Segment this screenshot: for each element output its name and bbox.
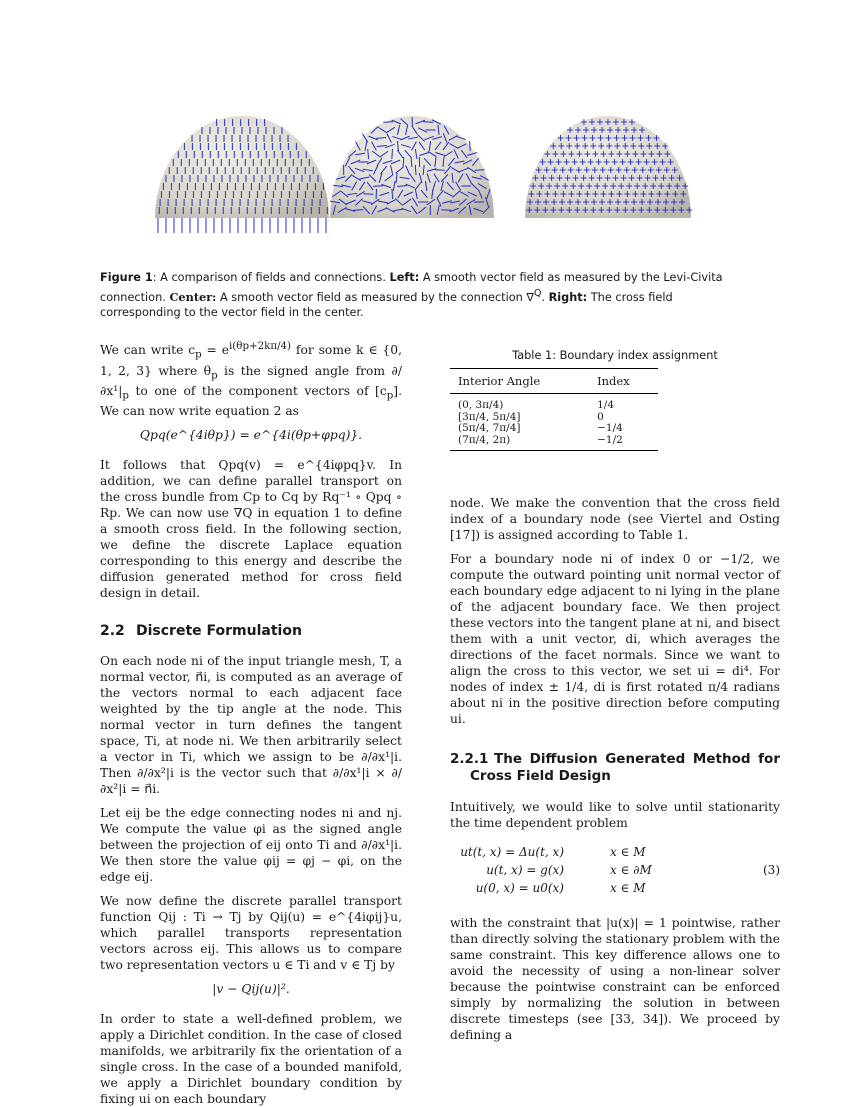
paragraph-cp: We can write $c_p = e^{i(\theta p+2k\pi/4)}$ for some k ∈ {0, 1, 2, 3} where $\theta_p$ is the signed angle from $\partial/\partial x^1|_p$ to one of the component vectors of $[c_p]$. We can now write equation 2 as <box>100 338 402 419</box>
section-heading <box>100 623 402 639</box>
subsection-title: The Diffusion Generated Method for Cross Field Design <box>470 751 780 784</box>
figure-caption: Figure 1: A comparison of fields and connections. Left: A smooth vector field as measured by the Levi-Civita connection. Center: A smooth vector field as measured by the connection ∇$^Q$. Right: The cross field corresponding to the vector field in the center. <box>100 270 755 320</box>
caption-right-text: The cross field corresponding to the vector field in the center. <box>100 290 673 319</box>
paragraph-boundary-node: For a boundary node ni of index 0 or −1/2, we compute the outward pointing unit normal vector of each boundary edge adjacent to ni lying in the plane of the adjacent boundary face. We then project these vectors into the tangent plane at ni, and bisect them with a unit vector, di, which averages the directions of the facet normals. Since we want to align the cross to this vector, we set ui = di⁴. For nodes of index ± 1/4, di is first rotated π/4 radians about ni in the positive direction before computing ui. <box>450 551 780 727</box>
right-column <box>450 340 780 1043</box>
table-caption <box>450 348 780 364</box>
subsection-heading <box>450 751 780 785</box>
boundary-index-table <box>450 368 658 451</box>
table-header-angle: Interior Angle <box>450 369 589 394</box>
figure-label: Figure 1 <box>100 271 153 284</box>
table-row: (0, 3π/4) 1/4 <box>450 394 658 412</box>
left-column <box>100 338 402 1107</box>
table-header-index: Index <box>589 369 658 394</box>
paragraph-intuition: Intuitively, we would like to solve until stationarity the time dependent problem <box>450 799 780 831</box>
hemisphere-center <box>330 116 494 218</box>
caption-left-text: A smooth vector field as measured by the Levi-Civita connection. <box>100 271 723 303</box>
hemisphere-right <box>525 116 692 218</box>
hemisphere-left <box>155 116 329 233</box>
caption-right-label: Right: <box>549 290 588 303</box>
caption-center-sup: Q <box>534 288 541 299</box>
table-row: [3π/4, 5π/4] 0 <box>450 412 658 424</box>
paragraph-edge: Let eij be the edge connecting nodes ni and nj. We compute the value φi as the signed angle between the projection of eij onto Ti and ∂/∂x¹|i. We then store the value φij = φj − φi, on the edge eij. <box>100 805 402 885</box>
caption-center-label: Center: <box>169 289 216 303</box>
equation-system: ut(t, x) = Δu(t, x) x ∈ M u(t, x) = g(x) x ∈ ∂M (3) u(0, x) = u0(x) x ∈ M <box>450 843 780 897</box>
paragraph-parallel-transport: We now define the discrete parallel transport function Qij : Ti → Tj by Qij(u) = e^{4iφij}u, which parallel transports representation vectors across eij. This allows us to compare two representation vectors u ∈ Ti and v ∈ Tj by <box>100 893 402 973</box>
caption-left-label: Left: <box>390 271 420 284</box>
figure-hemispheres <box>140 88 710 268</box>
table-row: (7π/4, 2π) −1/2 <box>450 435 658 451</box>
caption-center-text: A smooth vector field as measured by the connection ∇ <box>220 290 534 303</box>
paragraph-constraint: with the constraint that |u(x)| = 1 pointwise, rather than directly solving the stationary problem with the same constraint. This key difference allows one to avoid the necessity of using a non-linear solver because the pointwise constraint can be enforced simply by normalizing the solution in between discrete timesteps (see [33, 34]). We proceed by defining a <box>450 915 780 1043</box>
equation-qpq: Qpq(e^{4iθp}) = e^{4i(θp+φpq)}. <box>100 427 402 443</box>
paragraph-normal: On each node ni of the input triangle mesh, T, a normal vector, n⃗i, is computed as an average of the vectors normal to each adjacent face weighted by the tip angle at the node. This normal vector in turn defines the tangent space, Ti, at node ni. We then arbitrarily select a vector in Ti, which we assign to be ∂/∂x¹|i. Then ∂/∂x²|i is the vector such that ∂/∂x¹|i × ∂/∂x²|i = n⃗i. <box>100 653 402 797</box>
caption-intro: : A comparison of fields and connections. <box>153 271 386 284</box>
section-number: 2.2 <box>100 623 136 639</box>
equation-distance: |v − Qij(u)|². <box>100 981 402 997</box>
paragraph-convention: node. We make the convention that the cross field index of a boundary node (see Viertel and Osting [17]) is assigned according to Table 1. <box>450 495 780 543</box>
paragraph-transport: It follows that Qpq(v) = e^{4iφpq}v. In addition, we can define parallel transport on the cross bundle from Cp to Cq by Rq⁻¹ ∘ Qpq ∘ Rp. We can now use ∇Q in equation 1 to define a smooth cross field. In the following section, we define the discrete Laplace equation corresponding to this energy and describe the diffusion generated method for cross field design in detail. <box>100 457 402 601</box>
table-label: Table 1 <box>512 349 552 362</box>
table-title: : Boundary index assignment <box>552 349 718 362</box>
subsection-number: 2.2.1 <box>450 751 494 768</box>
table-row: (5π/4, 7π/4] −1/4 <box>450 423 658 435</box>
section-title: Discrete Formulation <box>136 623 302 639</box>
paragraph-dirichlet: In order to state a well-defined problem, we apply a Dirichlet condition. In the case of closed manifolds, we arbitrarily fix the orientation of a single cross. In the case of a bounded manifold, we apply a Dirichlet boundary condition by fixing ui on each boundary <box>100 1011 402 1107</box>
